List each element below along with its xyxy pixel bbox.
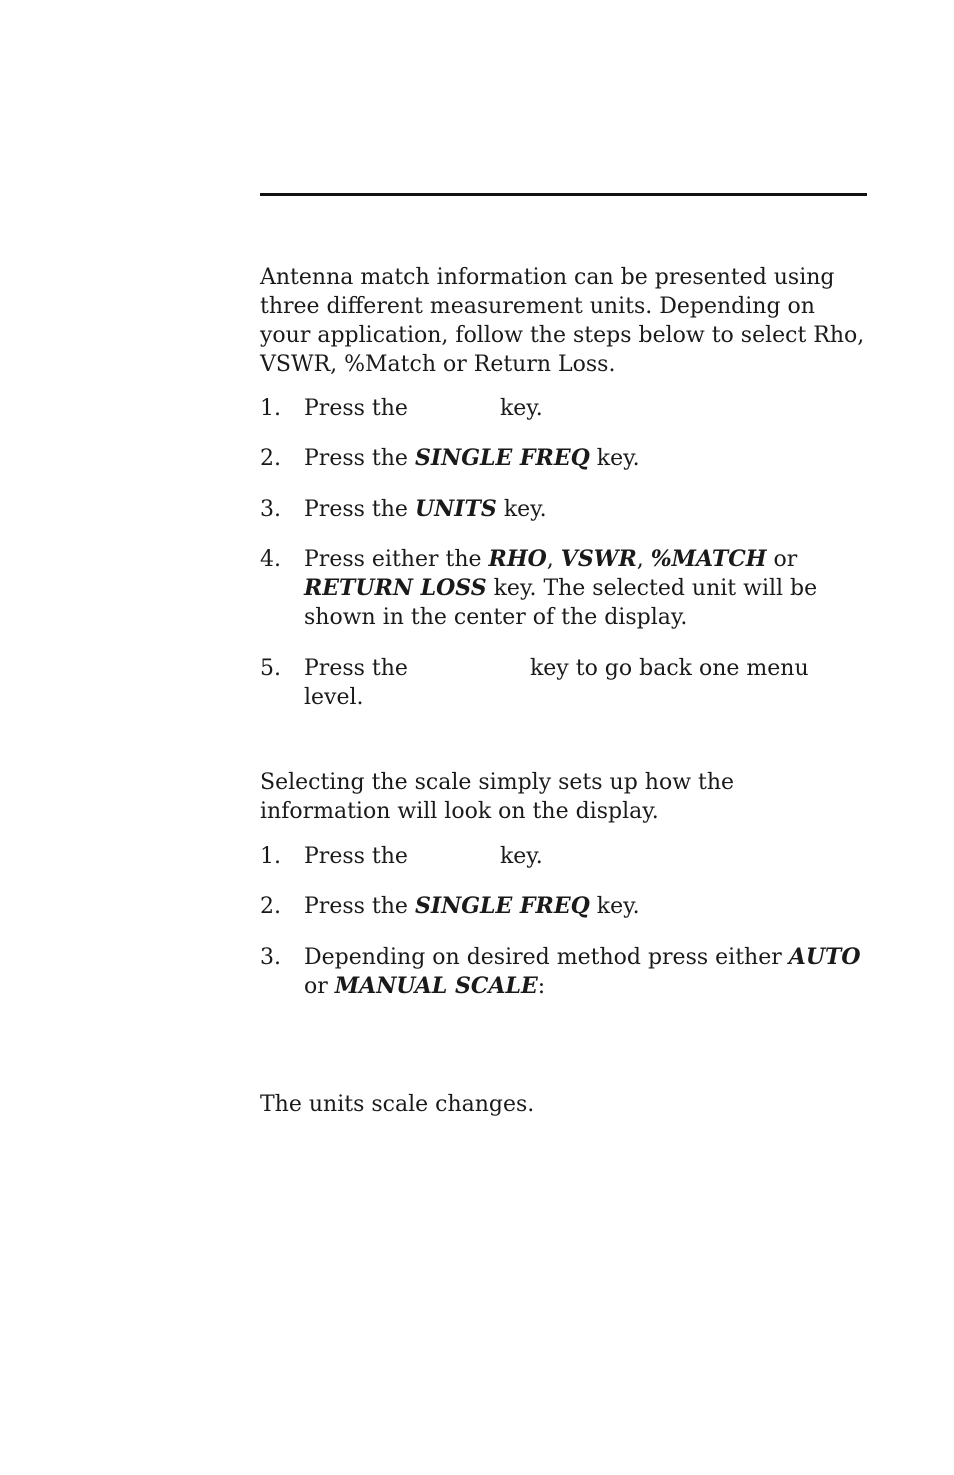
header-rule xyxy=(260,193,867,196)
step-number: 2. xyxy=(260,894,281,919)
key-name: RHO xyxy=(488,546,547,572)
step-text: Press the UNITS key. xyxy=(304,496,547,522)
step-number: 1. xyxy=(260,844,281,869)
section2-intro: Selecting the scale simply sets up how the information will look on the display. xyxy=(260,770,735,824)
step-text: Press the key to go back one menu level. xyxy=(304,656,809,710)
key-name: SINGLE FREQ xyxy=(414,445,590,471)
step-number: 3. xyxy=(260,497,281,522)
step-text: Press the SINGLE FREQ key. xyxy=(304,445,640,471)
key-name: MANUAL SCALE xyxy=(334,973,538,999)
step-text: Press either the RHO, VSWR, %MATCH or RETURN LOSS key. The selected unit will be shown in the center of the display. xyxy=(304,546,818,630)
step-number: 1. xyxy=(260,396,281,421)
key-name: SINGLE FREQ xyxy=(414,893,590,919)
key-name: VSWR xyxy=(560,546,637,572)
key-name: AUTO xyxy=(788,944,861,970)
key-name: %MATCH xyxy=(650,546,767,572)
step-number: 3. xyxy=(260,945,281,970)
key-name: RETURN LOSS xyxy=(304,575,487,601)
section1-intro: Antenna match information can be presented using three different measurement units. Depending on your application, follow the steps below to select Rho, VSWR, %Match or Return Loss. xyxy=(260,265,865,377)
step-text: Press the SINGLE FREQ key. xyxy=(304,893,640,919)
step-text: Press the key. xyxy=(304,844,543,869)
step-number: 5. xyxy=(260,656,281,681)
section2-result: The units scale changes. xyxy=(260,1092,535,1117)
step-number: 4. xyxy=(260,547,281,572)
key-name: UNITS xyxy=(414,496,497,522)
step-number: 2. xyxy=(260,446,281,471)
step-text: Depending on desired method press either AUTO or MANUAL SCALE: xyxy=(304,944,861,999)
step-text: Press the key. xyxy=(304,396,543,421)
